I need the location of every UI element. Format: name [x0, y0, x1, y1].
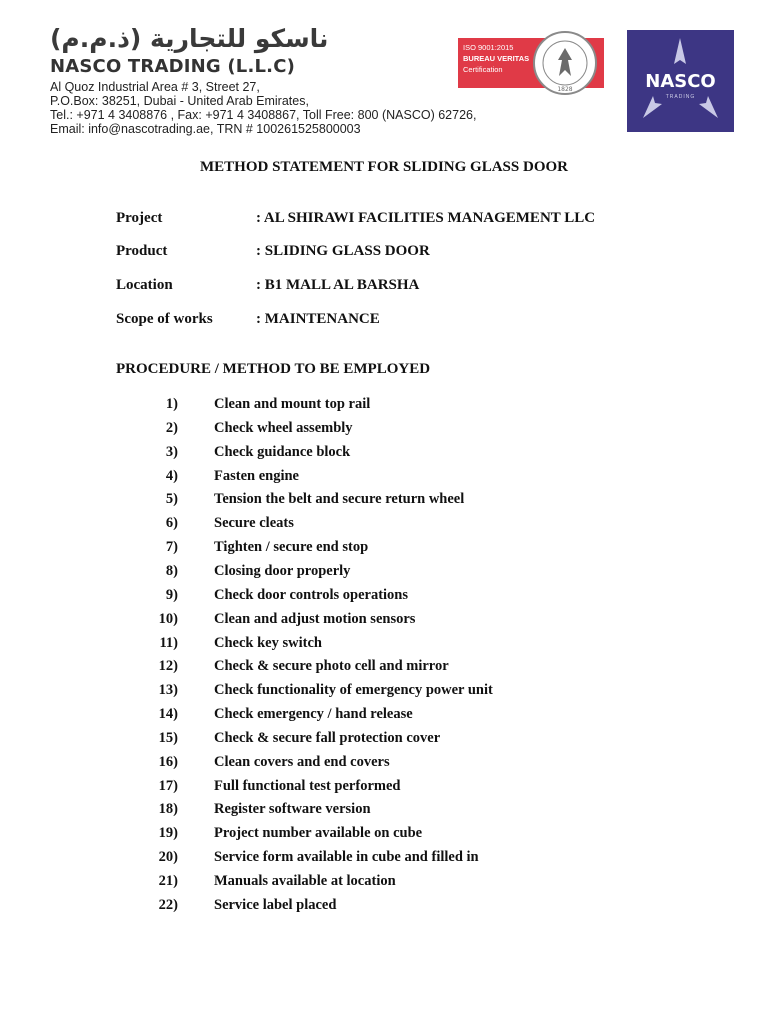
- step-text: Check functionality of emergency power unit: [214, 682, 493, 699]
- step-text: Check wheel assembly: [214, 419, 353, 436]
- step-number: 19): [158, 825, 178, 842]
- step-text: Register software version: [214, 801, 371, 818]
- logo-wordmark: NASCO: [645, 71, 716, 92]
- meta-scope: [116, 311, 380, 328]
- certifier-name: BUREAU VERITAS: [463, 54, 530, 63]
- meta-value: : SLIDING GLASS DOOR: [256, 243, 430, 259]
- step-text: Tension the belt and secure return wheel: [214, 491, 465, 508]
- iso-certification-badge: [458, 38, 604, 93]
- meta-label: Project: [116, 210, 163, 226]
- step-number: 17): [158, 777, 178, 794]
- step-text: Manuals available at location: [214, 873, 396, 889]
- step-number: 18): [158, 801, 178, 818]
- step-text: Check key switch: [214, 634, 322, 651]
- step-text: Service form available in cube and filled in: [214, 849, 479, 866]
- step-text: Check guidance block: [214, 443, 351, 460]
- step-text: Check & secure fall protection cover: [214, 729, 441, 746]
- step-number: 7): [165, 539, 178, 556]
- meta-label: Product: [116, 243, 168, 259]
- step-number: 2): [165, 419, 178, 436]
- step-number: 21): [158, 873, 178, 889]
- step-number: 16): [158, 753, 178, 770]
- address-line: Tel.: +971 4 3408876 , Fax: +971 4 3408867, Toll Free: 800 (NASCO) 62726,: [50, 108, 477, 122]
- step-text: Full functional test performed: [214, 777, 401, 794]
- meta-location: [116, 277, 419, 294]
- step-number: 1): [165, 396, 178, 412]
- step-text: Check door controls operations: [214, 586, 409, 603]
- step-text: Clean and adjust motion sensors: [214, 610, 416, 627]
- step-text: Project number available on cube: [214, 825, 423, 842]
- bureau-veritas-seal-icon: [532, 30, 598, 96]
- step-text: Service label placed: [214, 896, 337, 913]
- step-text: Check & secure photo cell and mirror: [214, 658, 449, 675]
- meta-label: Location: [116, 277, 173, 293]
- step-number: 15): [158, 729, 178, 746]
- step-number: 12): [158, 658, 178, 675]
- step-number: 5): [165, 491, 178, 508]
- address-line: Email: info@nascotrading.ae, TRN # 100261525800003: [50, 122, 361, 136]
- step-number: 8): [165, 562, 178, 579]
- step-text: Fasten engine: [214, 467, 299, 484]
- company-name: NASCO TRADING (L.L.C): [50, 56, 296, 77]
- company-name-arabic: ناسكو للتجارية (ذ.م.م): [50, 24, 329, 53]
- letterhead: [0, 0, 768, 150]
- logo-subtext: TRADING: [665, 94, 696, 100]
- step-text: Secure cleats: [214, 515, 294, 532]
- step-number: 14): [158, 706, 178, 723]
- iso-standard: ISO 9001:2015: [463, 43, 514, 52]
- step-number: 4): [165, 467, 178, 484]
- seal-year: 1828: [557, 86, 573, 93]
- address-line: Al Quoz Industrial Area # 3, Street 27,: [50, 80, 260, 94]
- meta-project: [116, 210, 595, 227]
- nasco-logo: [627, 30, 734, 132]
- certification-label: Certification: [463, 65, 503, 74]
- meta-value: : B1 MALL AL BARSHA: [256, 277, 420, 293]
- meta-product: [116, 243, 430, 260]
- document-title: METHOD STATEMENT FOR SLIDING GLASS DOOR: [200, 159, 568, 175]
- step-number: 13): [158, 682, 178, 699]
- step-number: 10): [158, 610, 178, 627]
- meta-value: : AL SHIRAWI FACILITIES MANAGEMENT LLC: [256, 210, 596, 226]
- step-text: Closing door properly: [214, 562, 351, 579]
- step-text: Clean and mount top rail: [214, 396, 371, 412]
- step-number: 11): [159, 634, 178, 651]
- step-number: 9): [165, 586, 178, 603]
- meta-value: : MAINTENANCE: [256, 311, 380, 327]
- step-number: 6): [165, 515, 178, 532]
- meta-label: Scope of works: [116, 311, 213, 327]
- procedure-heading: PROCEDURE / METHOD TO BE EMPLOYED: [116, 361, 431, 377]
- step-number: 22): [158, 896, 178, 913]
- step-number: 3): [165, 443, 178, 460]
- address-line: P.O.Box: 38251, Dubai - United Arab Emirates,: [50, 94, 309, 108]
- step-text: Check emergency / hand release: [214, 706, 413, 723]
- step-text: Clean covers and end covers: [214, 753, 390, 770]
- step-text: Tighten / secure end stop: [214, 539, 369, 556]
- step-number: 20): [158, 849, 178, 866]
